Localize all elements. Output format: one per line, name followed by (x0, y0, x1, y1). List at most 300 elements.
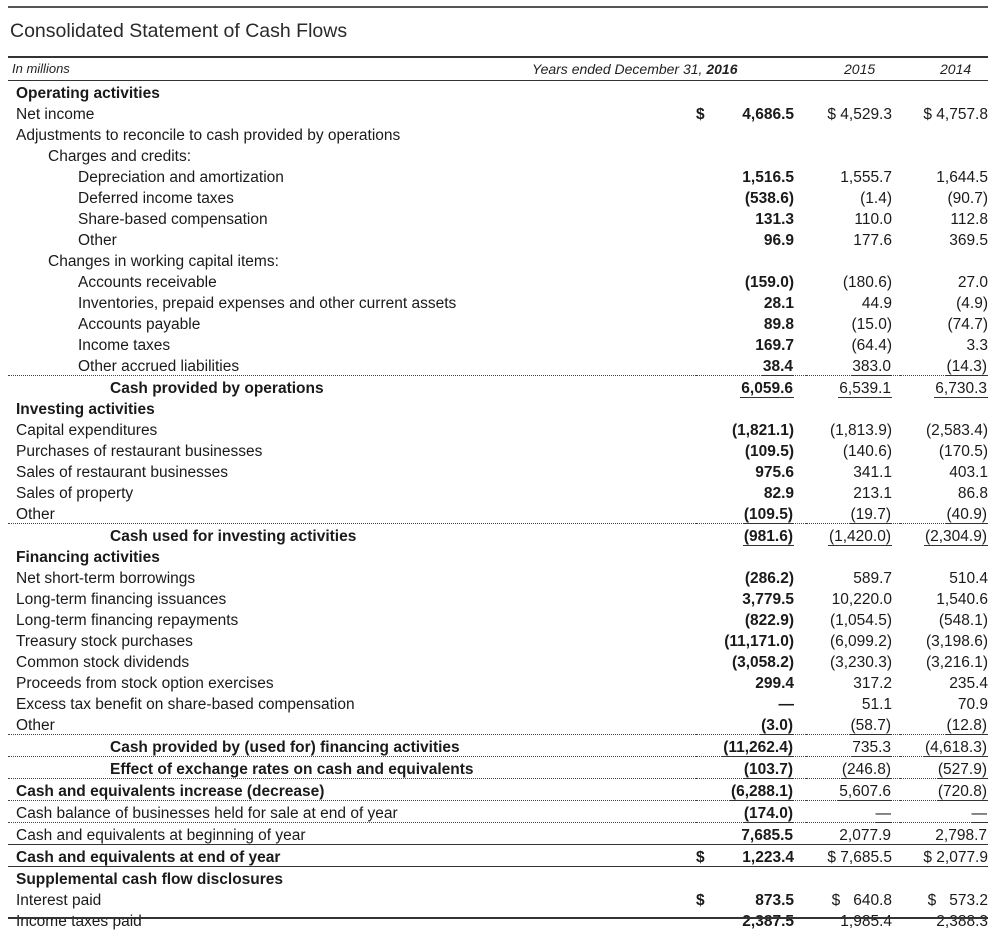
row-label: Cash and equivalents at beginning of year (8, 823, 696, 845)
row-label: Sales of property (16, 485, 134, 502)
value-2015-text: $ 7,685.5 (827, 849, 892, 866)
value-2016-text: (174.0) (743, 805, 793, 822)
value-2016 (696, 650, 806, 671)
value-2016 (696, 270, 806, 291)
value-2014 (900, 524, 988, 546)
value-2016 (696, 397, 806, 418)
value-2016 (696, 291, 806, 312)
row-label: Other (78, 232, 117, 249)
value-2014 (900, 587, 988, 608)
value-2016 (696, 888, 806, 909)
section-header-row (8, 867, 988, 889)
value-2016 (696, 735, 806, 757)
value-2016 (696, 228, 806, 249)
value-2014-text: 27.0 (957, 274, 988, 291)
value-2016-text: 4,686.5 (742, 106, 794, 123)
value-2014 (900, 650, 988, 671)
value-2015-text: 341.1 (853, 464, 892, 481)
row-label: Purchases of restaurant businesses (16, 443, 263, 460)
value-2014 (900, 270, 988, 291)
value-2016 (696, 312, 806, 333)
value-2014 (900, 801, 988, 823)
currency-symbol: $ (696, 892, 705, 909)
value-2014 (900, 823, 988, 845)
value-2014-text: (14.3) (946, 358, 987, 375)
year-2015-header: 2015 (844, 61, 876, 77)
table-row (8, 291, 988, 312)
value-2014-text: 1,644.5 (936, 169, 988, 186)
value-2016-text: 2,387.5 (742, 913, 794, 930)
value-2016 (696, 376, 806, 398)
value-2016-text: (538.6) (744, 190, 794, 207)
value-2014-text: (4,618.3) (924, 739, 987, 756)
value-2015-text: 317.2 (853, 675, 892, 692)
value-2014-text: 112.8 (950, 211, 988, 228)
row-label: Capital expenditures (16, 422, 158, 439)
value-2016 (696, 629, 806, 650)
value-2014 (900, 502, 988, 524)
value-2015-text: 6,539.1 (839, 380, 891, 397)
value-2015 (806, 481, 900, 502)
value-2016 (696, 354, 806, 376)
value-2014-text: 3.3 (966, 337, 988, 354)
row-label: Financing activities (16, 549, 160, 566)
value-2014 (900, 566, 988, 587)
value-2015-text: 51.1 (861, 696, 892, 713)
value-2016 (696, 123, 806, 144)
value-2015-text: 44.9 (861, 295, 892, 312)
value-2016 (696, 608, 806, 629)
row-label: Interest paid (16, 892, 102, 909)
value-2014-text: 6,730.3 (935, 380, 987, 397)
value-2016 (696, 333, 806, 354)
table-row (8, 186, 988, 207)
table-row (8, 524, 988, 546)
value-2015-text: (3,230.3) (829, 654, 892, 671)
value-2015 (806, 460, 900, 481)
value-2015-text: (1,054.5) (829, 612, 892, 629)
value-2015-text: (64.4) (851, 337, 892, 354)
row-label: Income taxes paid (16, 913, 142, 930)
value-2014 (900, 291, 988, 312)
row-label: Operating activities (16, 85, 160, 102)
value-2016 (696, 186, 806, 207)
table-row (8, 801, 988, 823)
value-2014-text: 235.4 (949, 675, 988, 692)
value-2014 (900, 249, 988, 270)
value-2015-text: (1.4) (860, 190, 892, 207)
value-2015 (806, 823, 900, 845)
value-2016 (696, 566, 806, 587)
value-2014-text: (40.9) (946, 506, 987, 523)
value-2015-text: (58.7) (850, 717, 891, 734)
value-2015 (806, 608, 900, 629)
row-label: Long-term financing issuances (16, 591, 227, 608)
value-2016-text: (981.6) (743, 528, 793, 545)
value-2015 (806, 888, 900, 909)
value-2014-text: (548.1) (938, 612, 988, 629)
value-2015 (806, 845, 900, 867)
value-2014-text: (74.7) (947, 316, 988, 333)
value-2016-text: 89.8 (763, 316, 794, 333)
value-2016-text: (3.0) (761, 717, 793, 734)
row-label: Accounts payable (78, 316, 201, 333)
year-2016-header: 2016 (706, 61, 738, 77)
value-2014 (900, 333, 988, 354)
value-2016-text: 96.9 (763, 232, 794, 249)
value-2014-text: $ 573.2 (927, 892, 988, 909)
table-row (8, 270, 988, 291)
value-2016-text: 38.4 (762, 358, 793, 375)
value-2016 (696, 713, 806, 735)
table-row (8, 845, 988, 867)
table-row (8, 439, 988, 460)
table-row (8, 165, 988, 186)
value-2015 (806, 81, 900, 102)
value-2016-text: 299.4 (755, 675, 794, 692)
value-2014-text: 70.9 (957, 696, 988, 713)
table-row (8, 629, 988, 650)
value-2016-text: (109.5) (744, 443, 794, 460)
value-2014 (900, 102, 988, 123)
row-label: Income taxes (78, 337, 171, 354)
value-2014 (900, 397, 988, 418)
value-2015 (806, 333, 900, 354)
value-2015-text: $ 640.8 (831, 892, 892, 909)
value-2014 (900, 629, 988, 650)
value-2014 (900, 779, 988, 801)
table-row (8, 123, 988, 144)
value-2015 (806, 735, 900, 757)
value-2014-text: (90.7) (947, 190, 988, 207)
row-label: Cash provided by (used for) financing activities (8, 735, 696, 757)
units-note: In millions (12, 61, 70, 76)
value-2015-text: 735.3 (852, 739, 891, 756)
value-2016-text: 169.7 (755, 337, 794, 354)
value-2014-text: 2,798.7 (935, 827, 987, 844)
table-row (8, 608, 988, 629)
row-label: Long-term financing repayments (16, 612, 239, 629)
value-2014 (900, 354, 988, 376)
table-row (8, 888, 988, 909)
value-2015 (806, 629, 900, 650)
table-row (8, 587, 988, 608)
top-rule (8, 6, 988, 8)
table-row (8, 249, 988, 270)
value-2015 (806, 867, 900, 889)
value-2015-text: (1,420.0) (828, 528, 891, 545)
value-2016 (696, 692, 806, 713)
value-2014-text: (170.5) (938, 443, 988, 460)
row-label: Accounts receivable (78, 274, 217, 291)
value-2014-text: — (971, 805, 987, 822)
value-2014-text: (12.8) (946, 717, 987, 734)
value-2015 (806, 102, 900, 123)
value-2015 (806, 671, 900, 692)
value-2015 (806, 312, 900, 333)
value-2015 (806, 270, 900, 291)
table-row (8, 333, 988, 354)
value-2016 (696, 249, 806, 270)
years-prefix: Years ended December 31, (532, 61, 703, 77)
value-2015 (806, 692, 900, 713)
value-2014 (900, 186, 988, 207)
table-row (8, 228, 988, 249)
section-header-row (8, 397, 988, 418)
row-label: Share-based compensation (78, 211, 268, 228)
value-2014 (900, 418, 988, 439)
value-2016 (696, 779, 806, 801)
value-2015-text: (1,813.9) (829, 422, 892, 439)
value-2016 (696, 587, 806, 608)
value-2016 (696, 524, 806, 546)
currency-symbol: $ (696, 106, 705, 123)
value-2016 (696, 418, 806, 439)
value-2015-text: 10,220.0 (831, 591, 892, 608)
row-label: Cash provided by operations (110, 380, 324, 397)
statement-title: Consolidated Statement of Cash Flows (10, 20, 348, 42)
value-2015 (806, 291, 900, 312)
table-row (8, 144, 988, 165)
value-2015-text: 1,555.7 (840, 169, 892, 186)
row-label: Adjustments to reconcile to cash provided by operations (16, 127, 401, 144)
section-header-row (8, 545, 988, 566)
value-2015 (806, 909, 900, 930)
bottom-rule (8, 917, 988, 919)
table-row (8, 354, 988, 376)
value-2015 (806, 587, 900, 608)
value-2016 (696, 671, 806, 692)
value-2014-text: (3,216.1) (925, 654, 988, 671)
table-row (8, 650, 988, 671)
value-2016-text: 6,059.6 (741, 380, 793, 397)
value-2014 (900, 460, 988, 481)
value-2014 (900, 845, 988, 867)
value-2014-text: (527.9) (937, 761, 987, 778)
value-2015 (806, 439, 900, 460)
value-2014 (900, 608, 988, 629)
value-2016-text: (159.0) (744, 274, 794, 291)
value-2014 (900, 165, 988, 186)
value-2015 (806, 650, 900, 671)
value-2015 (806, 186, 900, 207)
table-row (8, 376, 988, 398)
value-2016 (696, 545, 806, 566)
value-2015-text: 383.0 (852, 358, 891, 375)
table-row (8, 312, 988, 333)
value-2016-text: — (778, 696, 794, 713)
value-2016 (696, 144, 806, 165)
value-2016-text: (1,821.1) (731, 422, 794, 439)
table-row (8, 207, 988, 228)
years-header (532, 61, 738, 77)
value-2015 (806, 801, 900, 823)
row-label: Net income (16, 106, 95, 123)
value-2014 (900, 757, 988, 779)
row-label: Treasury stock purchases (16, 633, 193, 650)
value-2015 (806, 249, 900, 270)
value-2016-text: (822.9) (744, 612, 794, 629)
table-row (8, 909, 988, 930)
value-2014-text: 403.1 (949, 464, 988, 481)
value-2014 (900, 439, 988, 460)
value-2015-text: 177.6 (853, 232, 892, 249)
value-2015-text: 589.7 (853, 570, 892, 587)
row-label: Cash and equivalents increase (decrease) (8, 779, 696, 801)
table-row (8, 735, 988, 757)
value-2015 (806, 566, 900, 587)
table-row (8, 418, 988, 439)
row-label: Inventories, prepaid expenses and other current assets (78, 295, 457, 312)
value-2014 (900, 692, 988, 713)
value-2016-text: 1,516.5 (742, 169, 794, 186)
currency-symbol: $ (696, 849, 705, 866)
value-2014 (900, 81, 988, 102)
cash-flow-rows (8, 81, 988, 930)
row-label: Deferred income taxes (78, 190, 234, 207)
value-2016-text: 3,779.5 (742, 591, 794, 608)
value-2016 (696, 823, 806, 845)
value-2016 (696, 757, 806, 779)
value-2016-text: 7,685.5 (741, 827, 793, 844)
value-2015-text: $ 4,529.3 (827, 106, 892, 123)
value-2016-text: (109.5) (743, 506, 793, 523)
row-label: Sales of restaurant businesses (16, 464, 228, 481)
value-2015-text: (180.6) (842, 274, 892, 291)
value-2016 (696, 439, 806, 460)
section-header-row (8, 81, 988, 102)
value-2015-text: 2,077.9 (839, 827, 891, 844)
value-2015 (806, 713, 900, 735)
value-2014-text: 1,540.6 (936, 591, 988, 608)
value-2014-text: (4.9) (956, 295, 988, 312)
row-label: Changes in working capital items: (48, 253, 279, 270)
value-2015 (806, 779, 900, 801)
value-2015 (806, 144, 900, 165)
value-2016 (696, 81, 806, 102)
value-2015 (806, 397, 900, 418)
value-2016-text: (286.2) (744, 570, 794, 587)
table-row (8, 713, 988, 735)
row-label: Net short-term borrowings (16, 570, 196, 587)
value-2015-text: (19.7) (850, 506, 891, 523)
value-2014-text: 2,388.3 (936, 913, 988, 930)
value-2014 (900, 228, 988, 249)
value-2016-text: (103.7) (743, 761, 793, 778)
value-2015 (806, 228, 900, 249)
value-2014 (900, 376, 988, 398)
value-2016 (696, 102, 806, 123)
value-2015-text: (6,099.2) (829, 633, 892, 650)
value-2014 (900, 123, 988, 144)
value-2014 (900, 735, 988, 757)
value-2016-text: 873.5 (755, 892, 794, 909)
value-2014-text: (3,198.6) (925, 633, 988, 650)
value-2016-text: (3,058.2) (731, 654, 794, 671)
value-2016 (696, 460, 806, 481)
value-2015 (806, 123, 900, 144)
value-2016-text: 28.1 (763, 295, 794, 312)
value-2015-text: 5,607.6 (839, 783, 891, 800)
row-label: Cash used for investing activities (110, 528, 357, 545)
table-row (8, 566, 988, 587)
row-label: Charges and credits: (48, 148, 192, 165)
value-2015 (806, 418, 900, 439)
value-2014 (900, 909, 988, 930)
value-2015 (806, 757, 900, 779)
value-2014-text: (2,304.9) (924, 528, 987, 545)
row-label: Excess tax benefit on share-based compensation (16, 696, 355, 713)
value-2016 (696, 207, 806, 228)
value-2014 (900, 481, 988, 502)
value-2014 (900, 671, 988, 692)
value-2015-text: 110.0 (854, 211, 892, 228)
value-2016 (696, 481, 806, 502)
row-label: Depreciation and amortization (78, 169, 284, 186)
value-2016 (696, 801, 806, 823)
row-label: Investing activities (16, 401, 155, 418)
row-label: Effect of exchange rates on cash and equivalents (8, 757, 696, 779)
value-2016 (696, 165, 806, 186)
value-2014-text: (2,583.4) (925, 422, 988, 439)
value-2014 (900, 144, 988, 165)
value-2014 (900, 545, 988, 566)
value-2015-text: (15.0) (851, 316, 892, 333)
value-2016-text: 975.6 (755, 464, 794, 481)
table-row (8, 779, 988, 801)
header-top-rule (8, 56, 988, 58)
value-2016 (696, 867, 806, 889)
year-2014-header: 2014 (940, 61, 972, 77)
value-2015 (806, 376, 900, 398)
value-2015 (806, 545, 900, 566)
table-row (8, 757, 988, 779)
value-2016-text: 1,223.4 (742, 849, 794, 866)
value-2015-text: 213.1 (853, 485, 892, 502)
value-2014-text: $ 4,757.8 (923, 106, 988, 123)
value-2016-text: (11,262.4) (723, 739, 793, 756)
value-2015 (806, 207, 900, 228)
value-2016 (696, 909, 806, 930)
row-label: Other (8, 502, 696, 524)
value-2014-text: 86.8 (957, 485, 988, 502)
value-2016 (696, 502, 806, 524)
value-2014 (900, 207, 988, 228)
value-2016 (696, 845, 806, 867)
cash-flow-table (8, 81, 988, 930)
table-row (8, 671, 988, 692)
value-2014-text: 510.4 (949, 570, 988, 587)
value-2015-text: (246.8) (841, 761, 891, 778)
table-row (8, 460, 988, 481)
value-2016-text: 82.9 (763, 485, 794, 502)
row-label: Other accrued liabilities (8, 354, 696, 376)
table-row (8, 823, 988, 845)
value-2014 (900, 312, 988, 333)
value-2015-text: — (875, 805, 891, 822)
row-label: Cash and equivalents at end of year (8, 845, 696, 867)
value-2015-text: 1,985.4 (840, 913, 892, 930)
value-2014 (900, 867, 988, 889)
table-row (8, 502, 988, 524)
value-2014 (900, 713, 988, 735)
row-label: Other (8, 713, 696, 735)
value-2014 (900, 888, 988, 909)
value-2016-text: 131.3 (755, 211, 794, 228)
value-2014-text: (720.8) (937, 783, 987, 800)
table-row (8, 102, 988, 123)
value-2014-text: $ 2,077.9 (923, 849, 988, 866)
